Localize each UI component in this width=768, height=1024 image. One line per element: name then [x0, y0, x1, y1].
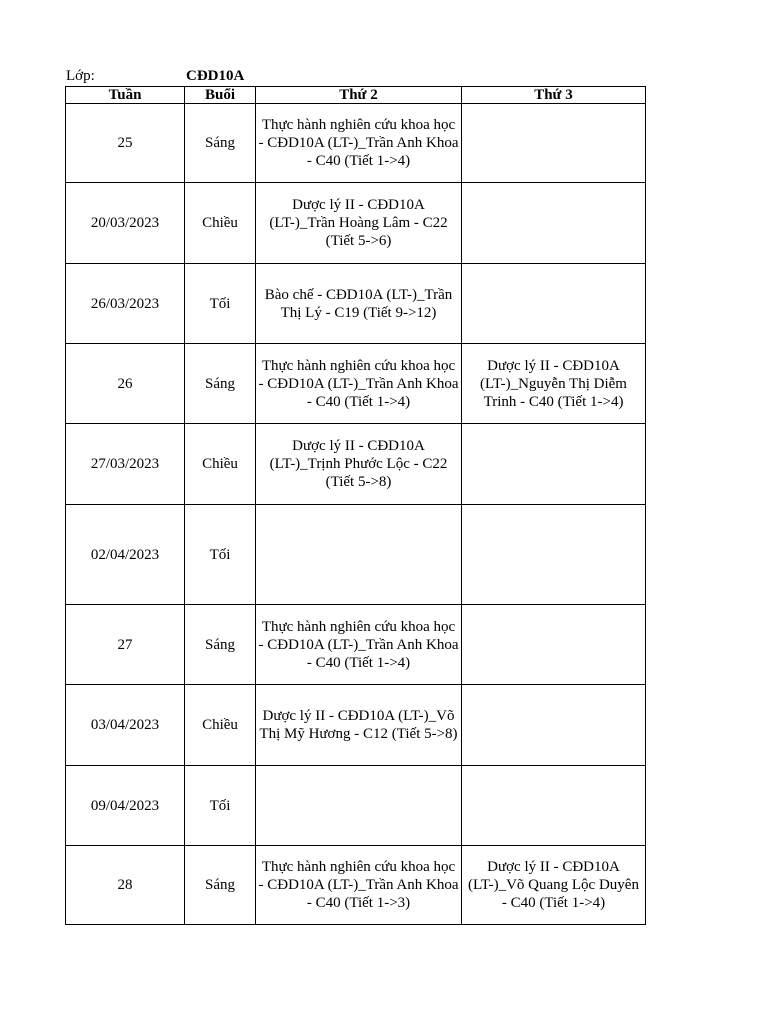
table-row — [66, 264, 646, 344]
table-row — [66, 605, 646, 685]
week-cell — [66, 264, 185, 344]
monday-cell — [256, 766, 462, 846]
tuesday-cell — [462, 104, 646, 183]
week-cell — [66, 505, 185, 605]
session-cell-text: Chiều — [202, 215, 238, 231]
monday-cell — [256, 183, 462, 264]
monday-cell-text: Dược lý II - CĐD10A (LT-)_Trần Hoàng Lâm - C22 (Tiết 5->6) — [269, 197, 448, 249]
schedule-table — [65, 86, 646, 925]
week-cell-text: 02/04/2023 — [90, 546, 160, 563]
week-cell-text: 03/04/2023 — [90, 717, 160, 733]
session-cell — [185, 766, 256, 846]
monday-cell-text: Thực hành nghiên cứu khoa học - CĐD10A (LT-)_Trần Anh Khoa - C40 (Tiết 1->4) — [258, 618, 459, 671]
tuesday-cell — [462, 846, 646, 925]
column-header-session: Buổi — [185, 87, 256, 104]
week-cell — [66, 424, 185, 505]
tuesday-cell — [462, 605, 646, 685]
session-cell-text: Chiều — [202, 717, 238, 733]
tuesday-cell — [462, 424, 646, 505]
week-cell-text: 20/03/2023 — [90, 215, 160, 231]
monday-cell — [256, 846, 462, 925]
session-cell-text: Tối — [209, 546, 231, 563]
week-cell-text: 28 — [117, 877, 133, 893]
table-row — [66, 685, 646, 766]
monday-cell — [256, 104, 462, 183]
monday-cell-text: Thực hành nghiên cứu khoa học - CĐD10A (LT-)_Trần Anh Khoa - C40 (Tiết 1->4) — [258, 117, 459, 169]
class-value: CĐD10A — [186, 68, 245, 84]
header-row — [66, 87, 646, 104]
monday-cell — [256, 424, 462, 505]
week-cell-text: 09/04/2023 — [90, 797, 160, 814]
session-cell — [185, 846, 256, 925]
session-cell-text: Tối — [209, 797, 231, 814]
monday-cell-text: Dược lý II - CĐD10A (LT-)_Võ Thị Mỹ Hương - C12 (Tiết 5->8) — [259, 708, 458, 742]
session-cell-text: Sáng — [205, 375, 235, 392]
table-row — [66, 183, 646, 264]
session-cell — [185, 344, 256, 424]
table-row — [66, 424, 646, 505]
monday-cell — [256, 505, 462, 605]
week-cell — [66, 605, 185, 685]
week-cell-text: 26 — [117, 375, 133, 392]
monday-cell-text: Thực hành nghiên cứu khoa học - CĐD10A (LT-)_Trần Anh Khoa - C40 (Tiết 1->3) — [258, 859, 459, 911]
week-cell-text: 27/03/2023 — [90, 456, 160, 472]
column-header-monday: Thứ 2 — [256, 87, 462, 104]
session-cell — [185, 424, 256, 505]
monday-cell-text: Dược lý II - CĐD10A (LT-)_Trịnh Phước Lộc - C22 (Tiết 5->8) — [269, 438, 448, 490]
table-row — [66, 505, 646, 605]
week-cell-text: 27 — [117, 636, 133, 653]
week-cell — [66, 685, 185, 766]
tuesday-cell — [462, 505, 646, 605]
tuesday-cell — [462, 685, 646, 766]
session-cell-text: Chiều — [202, 456, 238, 472]
monday-cell — [256, 605, 462, 685]
week-cell-text: 25 — [117, 135, 133, 151]
week-cell — [66, 104, 185, 183]
table-row — [66, 766, 646, 846]
table-row — [66, 104, 646, 183]
week-cell — [66, 766, 185, 846]
session-cell — [185, 505, 256, 605]
session-cell — [185, 264, 256, 344]
session-cell-text: Tối — [209, 295, 231, 312]
week-cell-text: 26/03/2023 — [90, 295, 160, 312]
monday-cell-text: Thực hành nghiên cứu khoa học - CĐD10A (LT-)_Trần Anh Khoa - C40 (Tiết 1->4) — [258, 357, 459, 410]
session-cell — [185, 183, 256, 264]
session-cell-text: Sáng — [205, 877, 235, 893]
session-cell-text: Sáng — [205, 135, 235, 151]
session-cell — [185, 685, 256, 766]
tuesday-cell — [462, 183, 646, 264]
session-cell — [185, 605, 256, 685]
session-cell-text: Sáng — [205, 636, 235, 653]
tuesday-cell-text: Dược lý II - CĐD10A (LT-)_Võ Quang Lộc Duyên - C40 (Tiết 1->4) — [468, 859, 639, 911]
week-cell — [66, 344, 185, 424]
table-row — [66, 344, 646, 424]
session-cell — [185, 104, 256, 183]
tuesday-cell-text: Dược lý II - CĐD10A (LT-)_Nguyễn Thị Diễm Trinh - C40 (Tiết 1->4) — [480, 357, 627, 410]
monday-cell — [256, 344, 462, 424]
week-cell — [66, 846, 185, 925]
monday-cell — [256, 685, 462, 766]
tuesday-cell — [462, 344, 646, 424]
week-cell — [66, 183, 185, 264]
monday-cell — [256, 264, 462, 344]
table-row — [66, 846, 646, 925]
class-label: Lớp: — [66, 68, 95, 84]
tuesday-cell — [462, 264, 646, 344]
monday-cell-text: Bào chế - CĐD10A (LT-)_Trần Thị Lý - C19 (Tiết 9->12) — [264, 286, 453, 321]
column-header-tuesday: Thứ 3 — [462, 87, 646, 104]
tuesday-cell — [462, 766, 646, 846]
column-header-week: Tuần — [66, 87, 185, 104]
